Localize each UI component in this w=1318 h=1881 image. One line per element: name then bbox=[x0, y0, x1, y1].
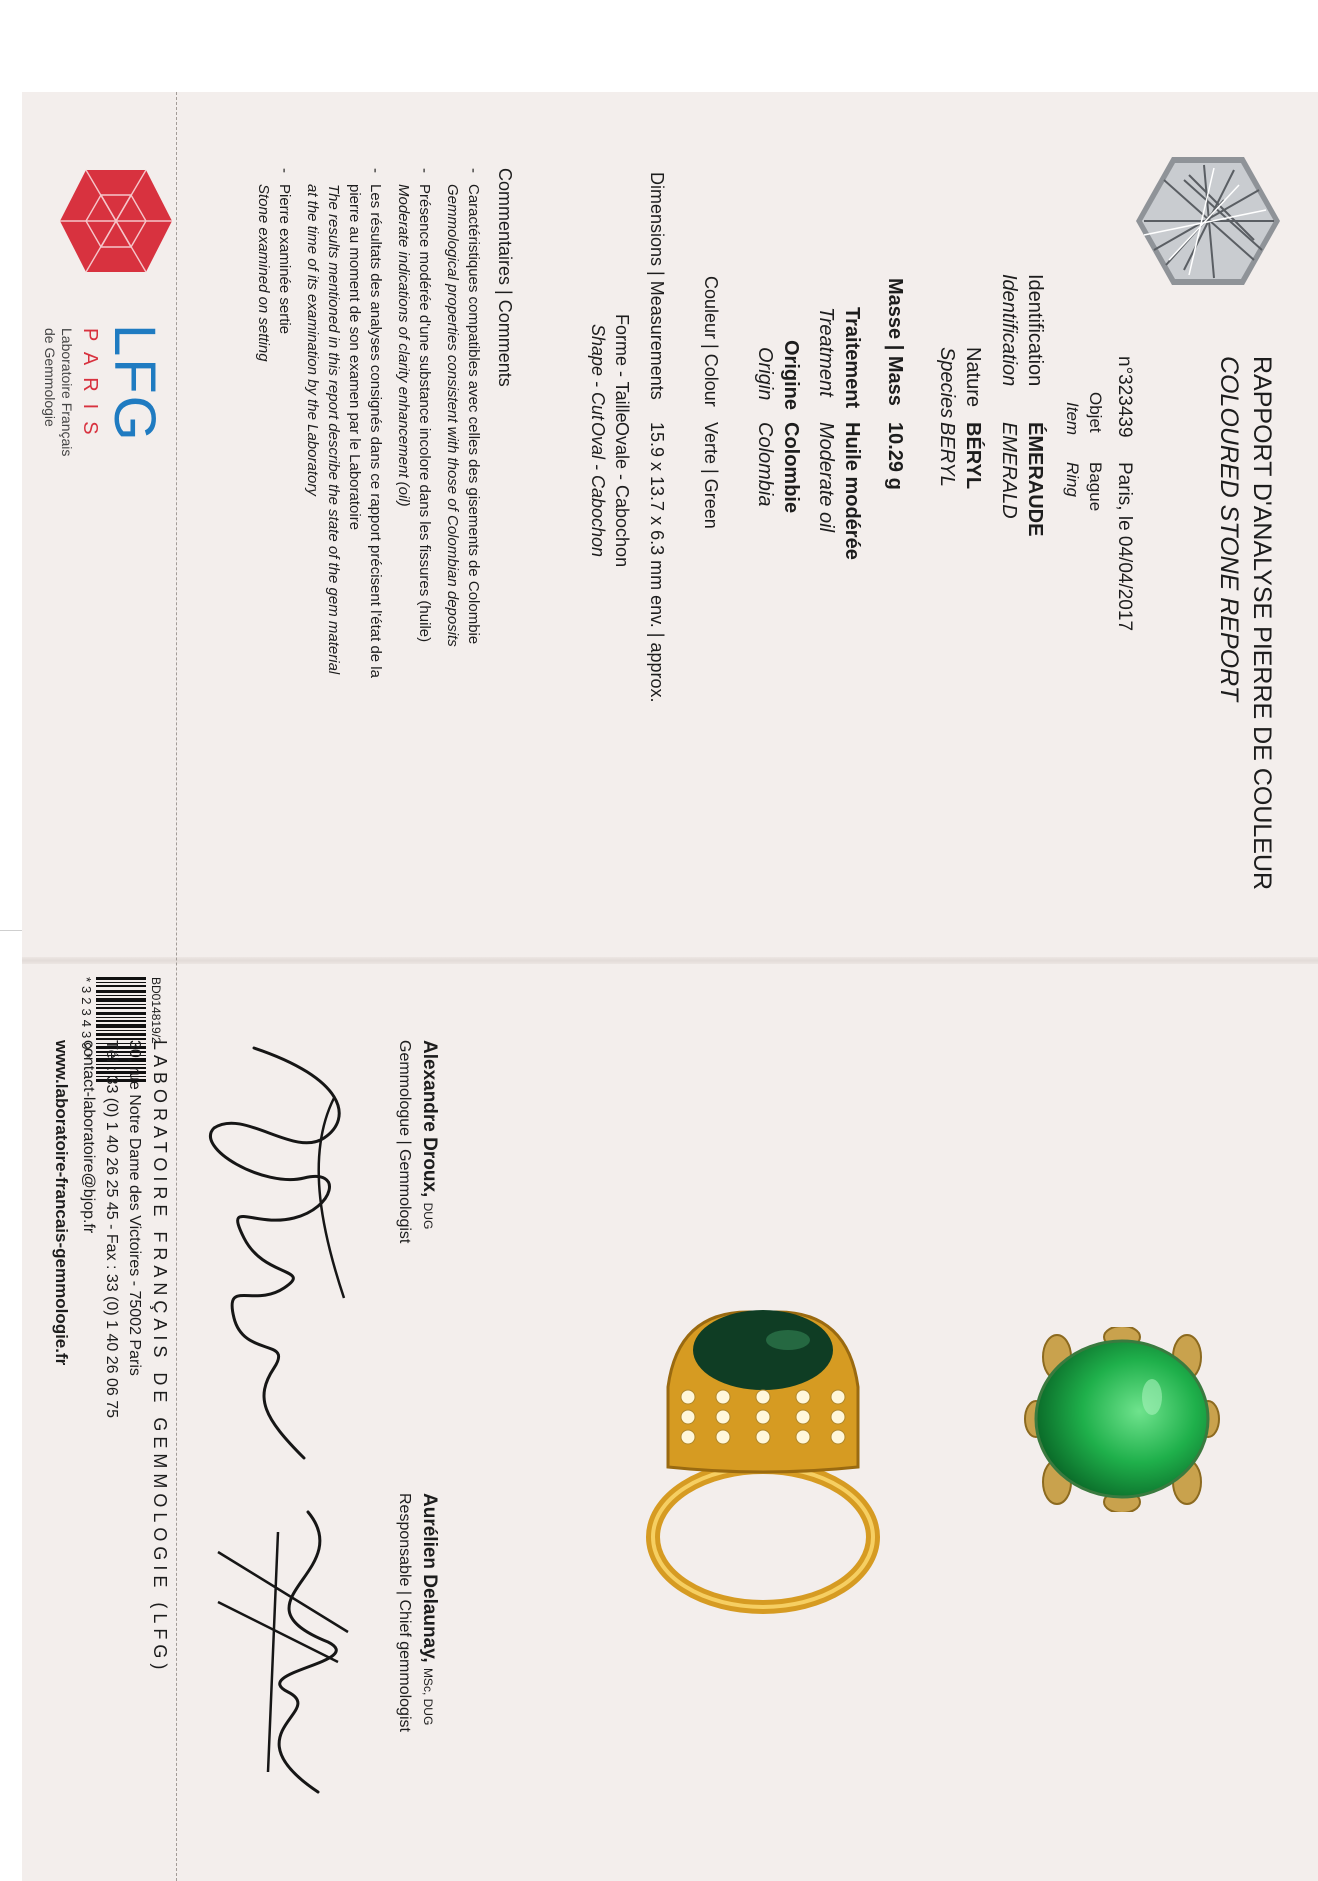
mass-value: 10.29 g bbox=[884, 422, 906, 490]
item-label-en: Item bbox=[1063, 402, 1082, 436]
shape-value-en: Oval - Cabochon bbox=[588, 422, 608, 558]
species-label-fr: Nature bbox=[962, 347, 984, 408]
origin-label-fr: Origine bbox=[780, 340, 802, 411]
comment-line: Les résultats des analyses consignés dans ce rapport précisent l'état de la bbox=[367, 184, 384, 678]
signatory-1-name: Alexandre Droux, bbox=[419, 1040, 440, 1198]
lab-email: contact-laboratoire@bjop.fr bbox=[80, 1040, 97, 1234]
comment-line: pierre au moment de son examen par le Laboratoire bbox=[346, 184, 363, 531]
diamond-hexagon-icon bbox=[1132, 150, 1284, 292]
scan-edge-mark bbox=[0, 930, 22, 931]
rotated-document bbox=[22, 92, 1318, 1881]
lfg-logo-gem-icon bbox=[56, 162, 176, 280]
report-number: n°323439 bbox=[1114, 356, 1135, 438]
mass-label: Masse | Mass bbox=[884, 278, 906, 406]
dimensions-value: 15.9 x 13.7 x 6.3 mm env. | approx. bbox=[647, 422, 667, 703]
signatory-1-title bbox=[395, 1040, 413, 1243]
item-label-fr: Objet bbox=[1086, 392, 1105, 433]
colour-label: Couleur | Colour bbox=[701, 276, 721, 407]
comment-line: Pierre examinée sertie bbox=[276, 184, 293, 335]
shape-label-fr: Forme - Taille bbox=[612, 314, 632, 423]
species-label-en: Species bbox=[936, 347, 958, 419]
signatory-2-title: Responsable | Chief gemmologist bbox=[396, 1493, 413, 1732]
comment-line: Caractéristiques compatibles avec celles des gisements de Colombie bbox=[465, 184, 482, 645]
treatment-value-fr: Huile modérée bbox=[841, 422, 863, 560]
signature-droux bbox=[194, 1038, 364, 1488]
item-value-fr: Bague bbox=[1086, 462, 1105, 512]
species-value-fr: BÉRYL bbox=[962, 422, 984, 490]
logo-city: PARIS bbox=[79, 328, 101, 447]
comments-heading: Commentaires | Comments bbox=[495, 168, 515, 387]
item-value-en: Ring bbox=[1063, 462, 1082, 497]
colour-value: Verte | Green bbox=[701, 422, 721, 529]
signature-delaunay bbox=[208, 1492, 368, 1822]
treatment-label-en: Treatment bbox=[815, 307, 837, 397]
identification-value-en: EMERALD bbox=[998, 422, 1020, 519]
report-place-date: Paris, le 04/04/2017 bbox=[1114, 462, 1135, 632]
signatory-1-title-text: Gemmologue | Gemmologist bbox=[396, 1040, 413, 1244]
species-value-en: BERYL bbox=[936, 422, 958, 487]
dotted-separator bbox=[176, 92, 177, 1881]
comment-line: Stone examined on setting bbox=[255, 184, 272, 362]
signatory-2-suffix: MSc, DUG bbox=[421, 1667, 435, 1726]
lab-name: LABORATOIRE FRANÇAIS DE GEMMOLOGIE (LFG) bbox=[150, 1040, 170, 1675]
identification-value-fr: ÉMERAUDE bbox=[1024, 422, 1046, 537]
report-title-en: COLOURED STONE REPORT bbox=[1215, 356, 1243, 701]
scanned-certificate bbox=[22, 92, 1318, 1881]
comment-line: Gemmological properties consistent with those of Colombian deposits bbox=[444, 184, 461, 647]
logo-line1: Laboratoire Français bbox=[59, 328, 75, 457]
emerald-photo bbox=[1022, 1327, 1222, 1512]
dimensions-label: Dimensions | Measurements bbox=[647, 172, 667, 400]
comment-bullet: - bbox=[465, 168, 482, 173]
identification-label-fr: Identification bbox=[1024, 274, 1046, 387]
comment-line: Moderate indications of clarity enhancement (oil) bbox=[395, 184, 412, 507]
origin-label-en: Origin bbox=[754, 347, 776, 401]
comment-bullet: - bbox=[416, 168, 433, 173]
comment-bullet: - bbox=[367, 168, 384, 173]
signatory-1 bbox=[418, 1040, 440, 1229]
signatory-2 bbox=[418, 1493, 440, 1725]
lab-address: 30, rue Notre Dame des Victoires - 75002 Paris bbox=[126, 1040, 143, 1376]
logo-brand: LFG bbox=[102, 324, 167, 443]
treatment-value-en: Moderate oil bbox=[815, 422, 837, 533]
report-title-fr: RAPPORT D'ANALYSE PIERRE DE COULEUR bbox=[1248, 356, 1276, 891]
comment-line: at the time of its examination by the Laboratory bbox=[304, 184, 321, 496]
logo-line2: de Gemmologie bbox=[42, 328, 58, 427]
comment-line: Présence modérée d'une substance incolore dans les fissures (huile) bbox=[416, 184, 433, 643]
barcode-code: BD014819/2 bbox=[149, 977, 163, 1044]
origin-value-en: Colombia bbox=[754, 422, 776, 507]
comment-line: The results mentioned in this report describe the state of the gem material bbox=[325, 184, 342, 675]
signatory-2-name: Aurélien Delaunay, bbox=[419, 1493, 440, 1663]
signatory-1-suffix: DUG bbox=[421, 1202, 435, 1230]
shape-value-fr: Ovale - Cabochon bbox=[612, 422, 632, 568]
ring-photo bbox=[628, 1292, 898, 1622]
lab-website: www.laboratoire-francais-gemmologie.fr bbox=[52, 1040, 71, 1366]
lab-phone: Tél : 33 (0) 1 40 26 25 45 - Fax : 33 (0) 1 40 26 06 75 bbox=[103, 1040, 120, 1419]
comment-bullet: - bbox=[276, 168, 293, 173]
shape-label-en: Shape - Cut bbox=[588, 324, 608, 421]
origin-value-fr: Colombie bbox=[780, 422, 802, 514]
barcode-digits: *323439* bbox=[79, 977, 94, 1063]
treatment-label-fr: Traitement bbox=[841, 307, 863, 409]
identification-label-en: Identification bbox=[998, 274, 1020, 387]
